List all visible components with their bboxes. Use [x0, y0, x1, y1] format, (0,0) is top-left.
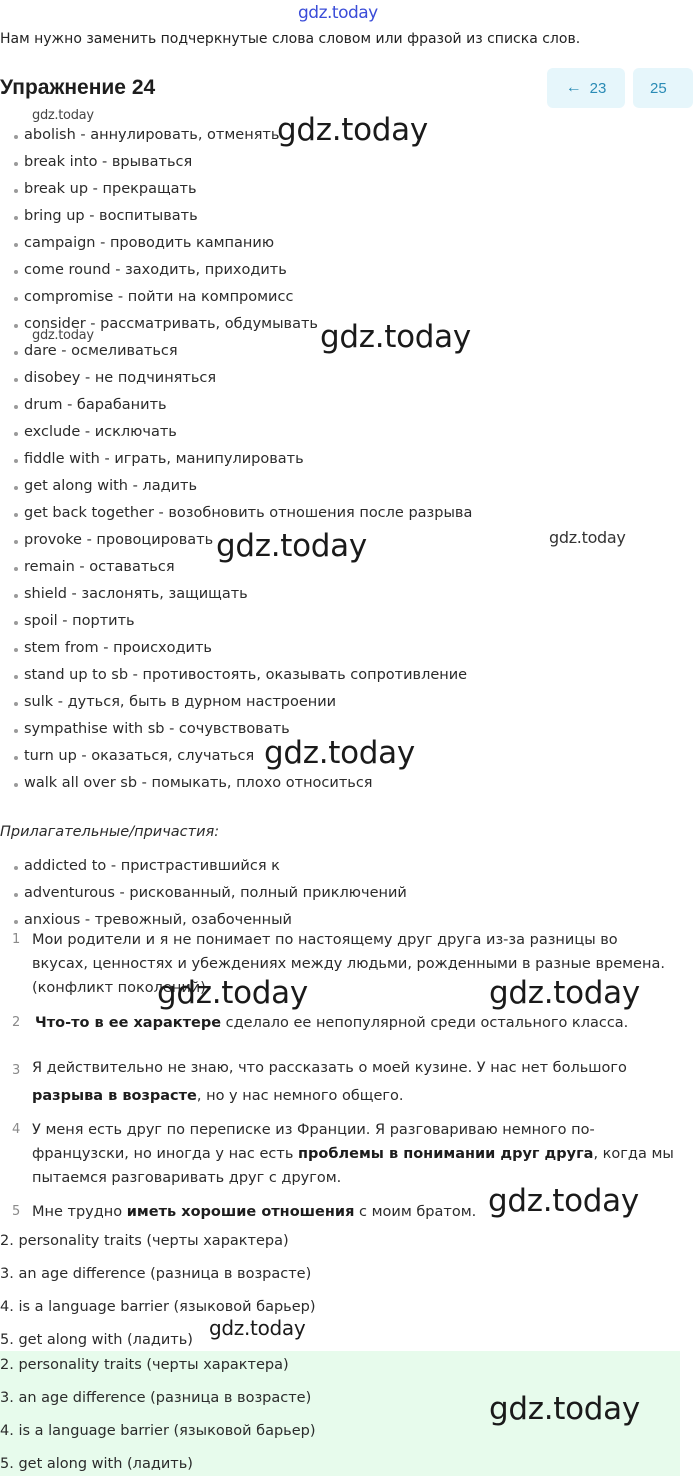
task-number: 2 [12, 1015, 21, 1030]
adjectives-list [0, 853, 680, 934]
list-item: spoil - портить [0, 608, 680, 635]
list-item: turn up - оказаться, случаться [0, 743, 680, 770]
task-text-tail: с моим братом. [354, 1204, 477, 1220]
verbs-list [0, 122, 680, 797]
task-text-head: У меня есть друг по переписке из Франции. Я разговариваю немного по-французски, но иногда у нас есть [32, 1122, 595, 1162]
list-item: sulk - дуться, быть в дурном настроении [0, 689, 680, 716]
site-logo[interactable]: gdz.today [298, 3, 378, 23]
task-number: 4 [12, 1122, 21, 1137]
highlighted-phrase: проблемы в понимании друг друга [298, 1146, 594, 1162]
task-text-head: Мне трудно [32, 1204, 127, 1220]
task-number: 5 [12, 1204, 21, 1219]
adjectives-heading: Прилагательные/причастия: [0, 824, 220, 840]
task-text [24, 1054, 680, 1110]
list-item: fiddle with - играть, манипулировать [0, 446, 680, 473]
task-text-tail: , когда мы пытаемся разговаривать друг с другом. [32, 1146, 674, 1186]
list-item: bring up - воспитывать [0, 203, 680, 230]
prev-exercise-label: 23 [589, 79, 607, 97]
task-text-tail: , но у нас немного общего. [196, 1088, 404, 1104]
watermark: gdz.today [209, 1316, 306, 1340]
answers-highlighted-block [0, 1351, 680, 1476]
watermark: gdz.today [489, 1391, 640, 1427]
task-text [32, 1118, 680, 1190]
prev-exercise-button[interactable] [547, 68, 625, 108]
list-item: break up - прекращать [0, 176, 680, 203]
watermark: gdz.today [549, 528, 626, 547]
exercise-header [0, 76, 680, 124]
list-item: drum - барабанить [0, 392, 680, 419]
page-title: Упражнение 24 [0, 76, 156, 99]
next-exercise-label: 25 [650, 79, 667, 97]
list-item: come round - заходить, приходить [0, 257, 680, 284]
task-text [35, 1012, 680, 1034]
highlighted-phrase: иметь хорошие отношения [126, 1204, 355, 1220]
answer-item: 3. an age difference (разница в возрасте) [0, 1266, 312, 1282]
answer-item: 3. an age difference (разница в возрасте) [0, 1390, 312, 1406]
list-item: dare - осмеливаться [0, 338, 680, 365]
watermark: gdz.today [32, 108, 94, 123]
watermark: gdz.today [32, 328, 94, 343]
list-item: anxious - тревожный, озабоченный [0, 907, 680, 934]
list-item: break into - врываться [0, 149, 680, 176]
task-text-tail: сделало ее непопулярной среди остального класса. [221, 1015, 629, 1031]
answer-item: 4. is a language barrier (языковой барьер) [0, 1423, 316, 1439]
answer-item: 5. get along with (ладить) [0, 1332, 193, 1348]
watermark: gdz.today [216, 528, 367, 564]
task-text-head: Я действительно не знаю, что рассказать о моей кузине. У нас нет большого [32, 1060, 627, 1076]
list-item: compromise - пойти на компромисс [0, 284, 680, 311]
watermark: gdz.today [320, 319, 471, 355]
task-text [32, 1201, 680, 1223]
highlighted-phrase: разрыва в возрасте [32, 1088, 197, 1104]
answer-item: 4. is a language barrier (языковой барьер) [0, 1299, 316, 1315]
watermark: gdz.today [264, 735, 415, 771]
list-item: provoke - провоцировать [0, 527, 680, 554]
task-text: Мои родители и я не понимает по настоящему друг друга из-за разницы во вкусах, ценностях и убеждениях между людьми, рожденными в разные времена. (конфликт поколений) [32, 932, 665, 996]
watermark: gdz.today [488, 1183, 639, 1219]
list-item: disobey - не подчиняться [0, 365, 680, 392]
answers-list [0, 1225, 680, 1357]
task-number: 1 [12, 932, 21, 947]
watermark: gdz.today [489, 975, 640, 1011]
list-item: addicted to - пристрастившийся к [0, 853, 680, 880]
list-item: abolish - аннулировать, отменять [0, 122, 680, 149]
list-item: get back together - возобновить отношения после разрыва [0, 500, 680, 527]
answer-item: 2. personality traits (черты характера) [0, 1233, 289, 1249]
vocabulary-panel[interactable] [0, 122, 680, 928]
highlighted-phrase: Что-то в ее характере [35, 1015, 222, 1031]
list-item: walk all over sb - помыкать, плохо относиться [0, 770, 680, 797]
list-item: shield - заслонять, защищать [0, 581, 680, 608]
watermark: gdz.today [277, 112, 428, 148]
list-item: stem from - происходить [0, 635, 680, 662]
list-item: exclude - исключать [0, 419, 680, 446]
list-item: remain - оставаться [0, 554, 680, 581]
list-item: sympathise with sb - сочувствовать [0, 716, 680, 743]
list-item: stand up to sb - противостоять, оказывать сопротивление [0, 662, 680, 689]
arrow-left-icon: ← [565, 79, 582, 96]
exercise-instruction: Нам нужно заменить подчеркнутые слова словом или фразой из списка слов. [0, 31, 581, 47]
list-item: campaign - проводить кампанию [0, 230, 680, 257]
answer-item: 5. get along with (ладить) [0, 1456, 193, 1472]
task-number: 3 [12, 1063, 21, 1078]
list-item: consider - рассматривать, обдумывать [0, 311, 680, 338]
list-item: get along with - ладить [0, 473, 680, 500]
next-exercise-button[interactable] [633, 68, 693, 108]
watermark: gdz.today [157, 975, 308, 1011]
answer-item: 2. personality traits (черты характера) [0, 1357, 289, 1373]
list-item: adventurous - рискованный, полный приключений [0, 880, 680, 907]
